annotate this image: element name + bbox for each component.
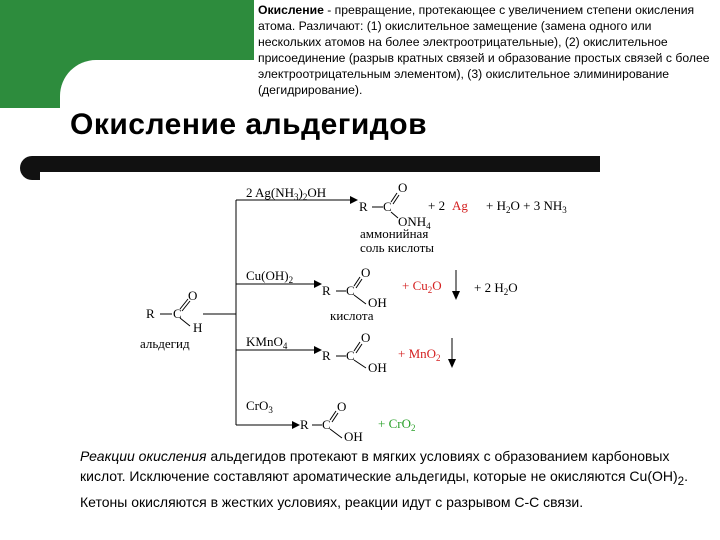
product4-c: C (322, 417, 331, 432)
reagent-cuoh2: $Cu(OH)_2$ (246, 268, 294, 285)
caption-text (80, 446, 700, 512)
product3-r: R (322, 348, 331, 363)
slide-title: Окисление альдегидов (70, 108, 428, 141)
precipitate-arrowhead-1 (452, 291, 460, 300)
definition-body: - превращение, протекающее с увеличением степени окисления атома. Различают: (1) окислительное замещение (замена одного или нескольких атомов на более электроотрицательные), (2) окислительное присоединение (разрыв кратных связей и образование простых связей с более электроотрицательным элементом), (3) окислительное элиминирование (дегидрирование). (258, 3, 710, 97)
ammonium-salt-line1: аммонийная (360, 226, 429, 241)
reagent-kmno4: KMnO$_4$ (246, 334, 288, 351)
product1-plus: + 2 (428, 198, 446, 213)
product3-oh: OH (368, 360, 387, 375)
caption-part1: альдегидов протекают в мягких условиях с образованием карбоновых кислот. Исключение составляют ароматические альдегиды, которые не окисляются Cu(OH) (80, 448, 678, 484)
product2-o: O (361, 265, 371, 280)
product1-r: R (359, 199, 368, 214)
product1-silver: Ag (452, 198, 468, 213)
arrowhead-3 (314, 346, 322, 354)
caption-subscript: 2 (677, 474, 685, 488)
product2-cu2o: + $Cu_2O$ (402, 278, 442, 295)
product1-onh4: $ONH_4$ (398, 214, 431, 231)
precipitate-arrowhead-2 (448, 359, 456, 368)
product4-cro2: + CrO$_2$ (378, 416, 416, 433)
arrowhead-2 (314, 280, 322, 288)
caption-part2: . Кетоны окисляются в жестких условиях, реакции идут с разрывом С-С связи. (80, 468, 689, 510)
product3-c: C (346, 348, 355, 363)
definition-term: Окисление (258, 3, 324, 17)
product4-oh: OH (344, 429, 363, 444)
arrowhead-1 (350, 196, 358, 204)
product2-c: C (346, 283, 355, 298)
reagent-tollens: 2 $Ag(NH_3)_2OH$ (246, 185, 327, 202)
acid-label: кислота (330, 308, 374, 323)
aldehyde-name: альдегид (140, 336, 190, 351)
aldehyde-o: O (188, 288, 198, 303)
reagent-cro3: CrO$_3$ (246, 398, 273, 415)
aldehyde-r: R (146, 306, 155, 321)
product1-c: C (383, 199, 392, 214)
product1-byproducts: + $H_2O + 3$ $NH_3$ (486, 198, 567, 215)
ammonium-salt-line2: соль кислоты (360, 240, 435, 255)
product4-r: R (300, 417, 309, 432)
arrowhead-4 (292, 421, 300, 429)
product3-o: O (361, 330, 371, 345)
product2-r: R (322, 283, 331, 298)
aldehyde-h: H (193, 320, 203, 335)
product4-o: O (337, 399, 347, 414)
product1-o: O (398, 180, 408, 195)
caption-italic: Реакции окисления (80, 448, 207, 464)
product2-oh: OH (368, 295, 387, 310)
aldehyde-c: C (173, 306, 182, 321)
product2-water: + 2 $H_2O$ (474, 280, 518, 297)
product3-mno2: + MnO$_2$ (398, 346, 441, 363)
